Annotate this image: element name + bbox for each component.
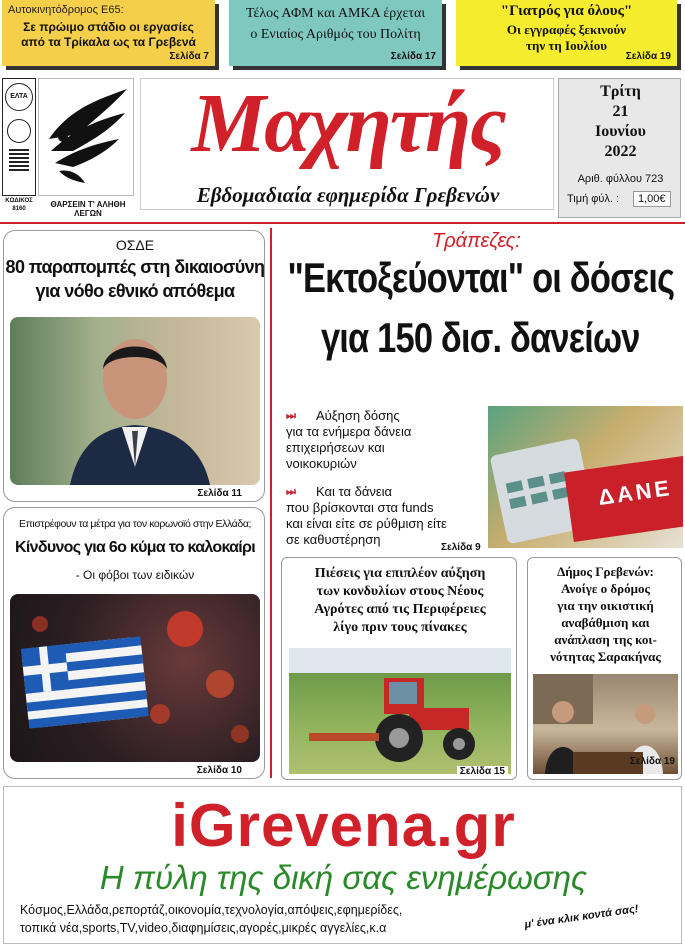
date-box: [558, 78, 681, 218]
municipality-headline-3: για την οικιστική: [557, 598, 654, 613]
postal-code-value: 8160: [12, 206, 26, 212]
banks-headline-2: για 150 δισ. δανείων: [321, 314, 640, 361]
municipality-headline-1: Δήμος Γρεβενών:: [557, 564, 654, 579]
banks-bullet-1: ⏭ Αύξηση δόσης για τα ενήμερα δάνεια επιχειρήσεων και νοικοκυριών: [286, 408, 412, 471]
tractor-icon: [289, 648, 511, 774]
municipality-headline-5: ανάπλαση της κοι-: [554, 632, 657, 647]
farmers-headline-3: Αγρότες από τις Περιφέρειες: [314, 602, 486, 617]
teaser-doctor-line2: Οι εγγραφές ξεκινούν: [506, 22, 627, 37]
teaser-doctor-title: "Γιατρός για όλους": [500, 3, 633, 19]
teaser-e65-kicker: Αυτοκινητόδρομος Ε65:: [8, 4, 124, 16]
farmers-photo: [289, 648, 511, 774]
teaser-doctor-line3: την τη Ιουλίου: [525, 38, 608, 53]
banks-photo: [488, 406, 683, 548]
municipality-headline-2: Ανοίγε ο δρόμος: [561, 581, 650, 596]
municipality-article[interactable]: [527, 557, 682, 780]
man-portrait-icon: [10, 317, 260, 485]
masthead-motto: ΘΑΡΣΕΙΝ Τ' ΑΛΗΘΗ ΛΕΓΩΝ: [50, 200, 126, 218]
farmers-headline-1: Πιέσεις για επιπλέον αύξηση: [314, 566, 486, 581]
teaser-doctor[interactable]: [456, 0, 677, 66]
banks-kicker: Τράπεζες:: [432, 230, 521, 252]
elta-postmark-icon: [7, 119, 31, 143]
teaser-e65-page: Σελίδα 7: [169, 51, 209, 62]
covid-sub: - Οι φόβοι των ειδικών: [75, 568, 195, 582]
teaser-e65[interactable]: [2, 0, 215, 66]
newspaper-subtitle: Εβδομαδιαία εφημερίδα Γρεβενών: [196, 183, 500, 207]
newspaper-title: Μαχητής: [191, 77, 505, 170]
elta-stamp: [2, 78, 36, 196]
elta-barcode-icon: [9, 149, 29, 173]
covid-headline: Κίνδυνος για 6ο κύμα το καλοκαίρι: [15, 539, 255, 556]
elta-logo: ΕΛΤΑ: [5, 83, 33, 111]
issue-number: Αριθ. φύλλου 723: [577, 173, 664, 185]
covid-page: Σελίδα 10: [196, 765, 242, 776]
osde-photo: [10, 317, 260, 485]
municipality-headline-4: αναβάθμιση και: [561, 615, 650, 630]
virus-flag-mask-icon: [10, 594, 260, 762]
osde-article[interactable]: [3, 230, 265, 502]
teaser-e65-line2: Σε πρώιμο στάδιο οι εργασίες: [23, 20, 194, 34]
banks-article[interactable]: [278, 228, 683, 553]
ad-tagline: Η πύλη της δική σας ενημέρωσης: [99, 859, 588, 896]
ad-line-1: Κόσμος,Ελλάδα,ρεπορτάζ,οικονομία,τεχνολογία,απόψεις,εφημερίδες,: [20, 903, 403, 917]
teaser-doctor-page: Σελίδα 19: [625, 51, 671, 62]
farmers-headline-4: λίγο πριν τους πίνακες: [333, 620, 467, 635]
igrevena-ad[interactable]: [3, 786, 682, 944]
header-divider: [0, 222, 685, 224]
farmers-article[interactable]: [281, 557, 517, 780]
farmers-headline-2: των κονδυλίων στους Νέους: [316, 584, 484, 599]
teaser-afm[interactable]: [229, 0, 442, 66]
covid-photo: [10, 594, 260, 762]
bullet-arrow-icon: ⏭: [286, 410, 296, 422]
banks-bullet-2: ⏭ Και τα δάνεια που βρίσκονται στα funds και είναι είτε σε ρύθμιση είτε σε καθυστέρηση: [286, 484, 447, 547]
eagle-emblem: [38, 78, 134, 196]
banks-headline-1: "Εκτοξεύονται" οι δόσεις: [287, 254, 674, 301]
municipality-page: Σελίδα 19: [629, 756, 675, 767]
municipality-headline-6: νότητας Σαρακήνας: [550, 649, 661, 664]
title-block: [140, 78, 554, 210]
ad-slogan: μ' ένα κλικ κοντά σας!: [523, 903, 640, 931]
date-month: Ιουνίου: [595, 123, 646, 140]
osde-page: Σελίδα 11: [197, 488, 242, 499]
postal-code-label: ΚΩΔΙΚΟΣ: [5, 198, 33, 204]
osde-kicker: ΟΣΔΕ: [115, 237, 155, 253]
teaser-afm-line2: ο Ενιαίος Αριθμός του Πολίτη: [250, 27, 421, 42]
price-value: 1,00€: [633, 191, 671, 207]
ad-brand: iGrevena.gr: [171, 792, 516, 859]
osde-headline-1: 80 παραπομπές στη δικαιοσύνη: [5, 257, 265, 277]
covid-kicker: Επιστρέφουν τα μέτρα για τον κορωνοϊό στην Ελλάδα;: [18, 518, 252, 530]
bullet-arrow-icon: ⏭: [286, 486, 296, 498]
masthead: [0, 74, 685, 224]
teaser-afm-page: Σελίδα 17: [390, 51, 436, 62]
column-divider: [270, 228, 272, 778]
banks-photo-sign: ΔΑΝΕ: [596, 474, 674, 511]
date-day: 21: [612, 103, 629, 120]
date-year: 2022: [604, 143, 637, 160]
covid-article[interactable]: [3, 507, 265, 779]
teaser-e65-line3: από τα Τρίκαλα ως τα Γρεβενά: [21, 35, 196, 49]
date-weekday: Τρίτη: [600, 83, 641, 100]
banks-page: Σελίδα 9: [441, 542, 481, 553]
farmers-page: Σελίδα 15: [457, 766, 508, 777]
osde-headline-2: για νόθο εθνικό απόθεμα: [35, 281, 235, 301]
eagle-logo-icon: [39, 79, 133, 195]
teaser-afm-line1: Τέλος ΑΦΜ και ΑΜΚΑ έρχεται: [245, 6, 426, 21]
ad-line-2: τοπικά νέα,sports,TV,video,διαφημίσεις,αγορές,μικρές αγγελίες,κ.α: [20, 921, 387, 935]
price-label: Τιμή φύλ. :: [567, 193, 620, 205]
